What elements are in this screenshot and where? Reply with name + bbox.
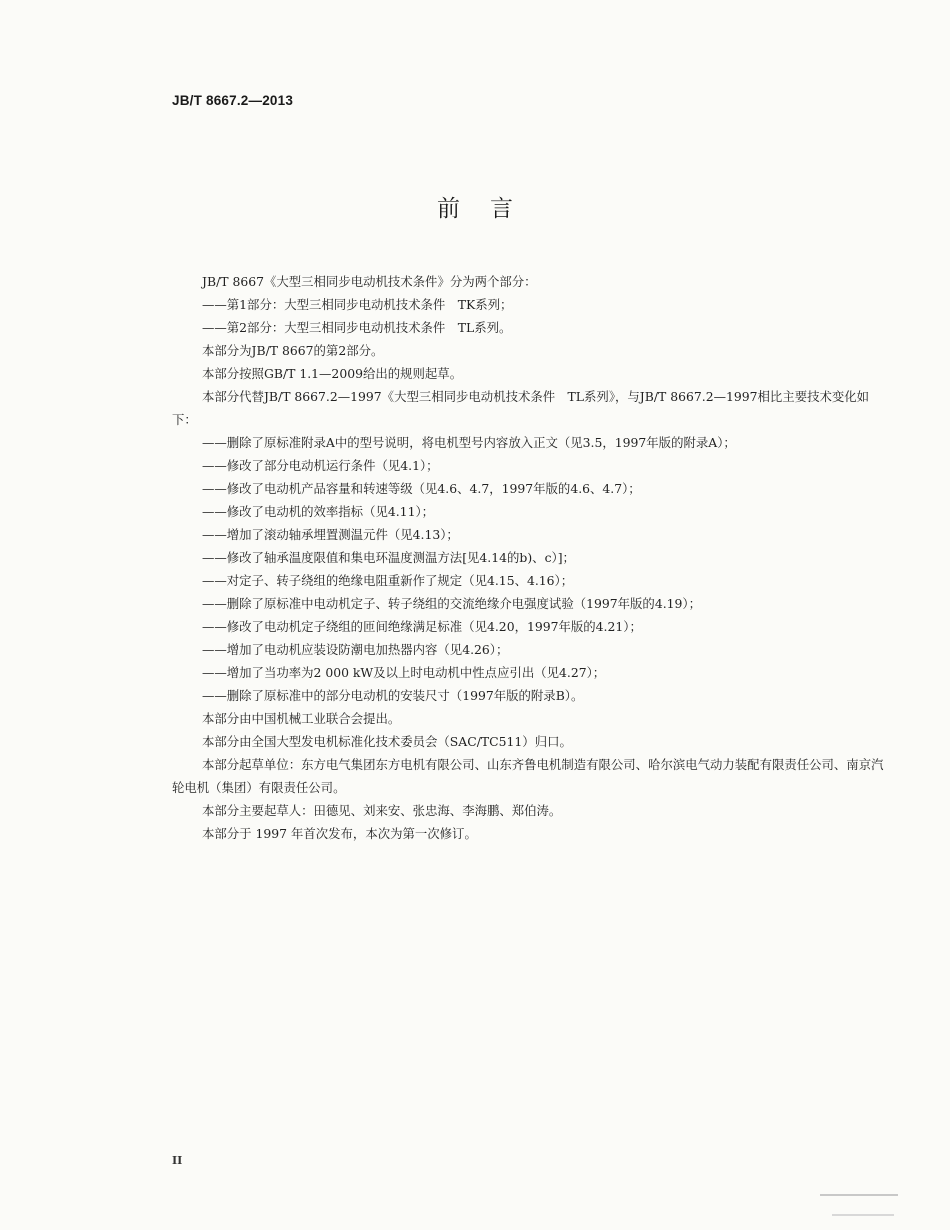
change-list-item: ——对定子、转子绕组的绝缘电阻重新作了规定（见4.15、4.16）； [202,573,574,588]
page-title: 前言 [437,196,543,222]
body-paragraph: 本部分按照GB/T 1.1—2009给出的规则起草。 [202,366,463,381]
change-list-item: ——删除了原标准中电动机定子、转子绕组的交流绝缘介电强度试验（1997年版的4.19）； [202,596,701,611]
body-paragraph: 本部分由中国机械工业联合会提出。 [202,711,401,726]
body-paragraph: 本部分主要起草人：田德见、刘来安、张忠海、李海鹏、郑伯涛。 [202,803,562,818]
change-list-item: ——修改了电动机定子绕组的匝间绝缘满足标准（见4.20，1997年版的4.21）； [202,619,642,634]
document-number: JB/T 8667.2—2013 [172,93,294,108]
page-number: II [172,1154,183,1167]
change-list-item: ——修改了部分电动机运行条件（见4.1）； [202,458,439,473]
scan-artifact-line [832,1214,894,1216]
change-list-item: ——第1部分：大型三相同步电动机技术条件 TK系列； [202,297,513,312]
scan-artifact-line [820,1194,898,1196]
body-paragraph: JB/T 8667《大型三相同步电动机技术条件》分为两个部分： [202,274,537,289]
change-list-item: ——删除了原标准中的部分电动机的安装尺寸（1997年版的附录B）。 [202,688,584,703]
body-paragraph: 本部分于 1997 年首次发布，本次为第一次修订。 [202,826,477,841]
foreword-body [172,270,884,845]
change-list-item: ——修改了电动机产品容量和转速等级（见4.6、4.7，1997年版的4.6、4.7）； [202,481,641,496]
change-list-item: ——修改了电动机的效率指标（见4.11）； [202,504,435,519]
change-list-item: ——第2部分：大型三相同步电动机技术条件 TL系列。 [202,320,512,335]
change-list-item: ——增加了当功率为2 000 kW及以上时电动机中性点应引出（见4.27）； [202,665,606,680]
change-list-item: ——增加了滚动轴承埋置测温元件（见4.13）； [202,527,459,542]
body-paragraph: 本部分代替JB/T 8667.2—1997《大型三相同步电动机技术条件 TL系列》，与JB/T 8667.2—1997相比主要技术变化如下： [172,389,870,427]
body-paragraph: 本部分由全国大型发电机标准化技术委员会（SAC/TC511）归口。 [202,734,572,749]
change-list-item: ——增加了电动机应装设防潮电加热器内容（见4.26）； [202,642,509,657]
body-paragraph: 本部分为JB/T 8667的第2部分。 [202,343,384,358]
change-list-item: ——修改了轴承温度限值和集电环温度测温方法[见4.14的b)、c）]； [202,550,575,565]
body-paragraph: 本部分起草单位：东方电气集团东方电机有限公司、山东齐鲁电机制造有限公司、哈尔滨电气动力装配有限责任公司、南京汽轮电机（集团）有限责任公司。 [172,757,884,795]
change-list-item: ——删除了原标准附录A中的型号说明，将电机型号内容放入正文（见3.5，1997年版的附录A）； [202,435,736,450]
